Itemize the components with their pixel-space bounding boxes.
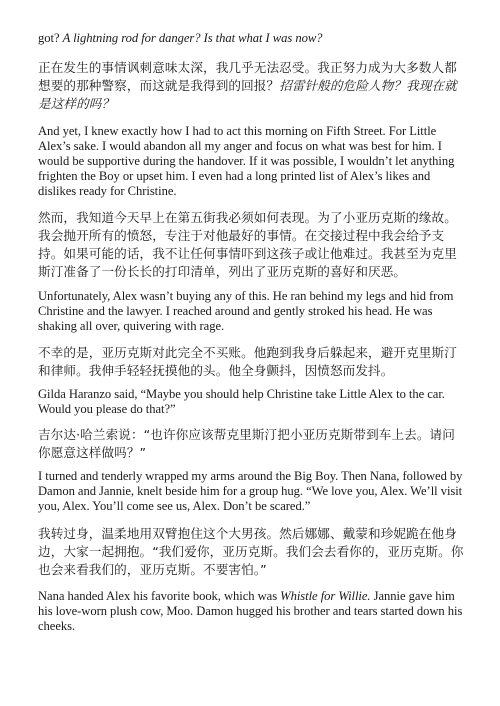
paragraph-chinese: 吉尔达·哈兰索说：“也许你应该帮克里斯汀把小亚历克斯带到车上去。请问你愿意这样做吗？” [38, 427, 455, 460]
paragraph-english: I turned and tenderly wrapped my arms around the Big Boy. Then Nana, followed by Damon and Jannie, knelt beside him for a group hug. “We love you, Alex. We’ll visit you, Alex. You’ll come see us, Alex. Don’t be scared.” [38, 469, 463, 513]
paragraph-chinese [38, 59, 466, 113]
paragraph-english: Unfortunately, Alex wasn’t buying any of this. He ran behind my legs and hid from Christine and the lawyer. I reached around and gently stroked his head. He was shaking all over, quivering with rage. [38, 289, 454, 333]
book-page [38, 31, 466, 645]
text-run: Nana handed Alex his favorite book, which was [38, 589, 281, 603]
text-run: 正在发生的事情讽刺意味太深，我几乎无法忍受。我正努力成为大多数人都想要的那种警察，而这就是我得到的回报？ [38, 60, 457, 93]
paragraph-chinese: 我转过身，温柔地用双臂抱住这个大男孩。然后娜娜、戴蒙和珍妮跪在他身边，大家一起拥抱。“我们爱你，亚历克斯。我们会去看你的，亚历克斯。你也会来看我们的，亚历克斯。不要害怕。” [38, 526, 464, 577]
italic-text: 招雷针般的危险人物？我现在就是这样的吗？ [38, 78, 457, 111]
paragraph-chinese: 不幸的是，亚历克斯对此完全不买账。他跑到我身后躲起来，避开克里斯汀和律师。我伸手轻轻抚摸他的头。他全身颤抖，因愤怒而发抖。 [38, 345, 457, 378]
paragraph-english: And yet, I knew exactly how I had to act this morning on Fifth Street. For Little Alex’s sake. I would abandon all my anger and focus on what was best for him. I would be supportive during the handover. If it was possible, I wouldn’t let anything frighten the Boy or upset him. I even had a long printed list of Alex’s likes and dislikes ready for Christine. [38, 124, 455, 198]
text-run: Jannie gave him his love-worn plush cow, Moo. Damon hugged his brother and tears started down his cheeks. [38, 589, 463, 633]
text-run: got? [38, 31, 63, 45]
paragraph-english [38, 31, 466, 46]
paragraph-english: Gilda Haranzo said, “Maybe you should help Christine take Little Alex to the car. Would you please do that?” [38, 387, 445, 416]
paragraph-english [38, 589, 466, 634]
paragraph-chinese: 然而，我知道今天早上在第五街我必须如何表现。为了小亚历克斯的缘故。我会抛开所有的愤怒，专注于对他最好的事情。在交接过程中我会给予支持。如果可能的话，我不让任何事情吓到这孩子或让他难过。我甚至为克里斯汀准备了一份长长的打印清单，列出了亚历克斯的喜好和厌恶。 [38, 210, 457, 279]
book-title: Whistle for Willie. [280, 589, 371, 603]
italic-text: A lightning rod for danger? Is that what I was now? [62, 31, 323, 45]
